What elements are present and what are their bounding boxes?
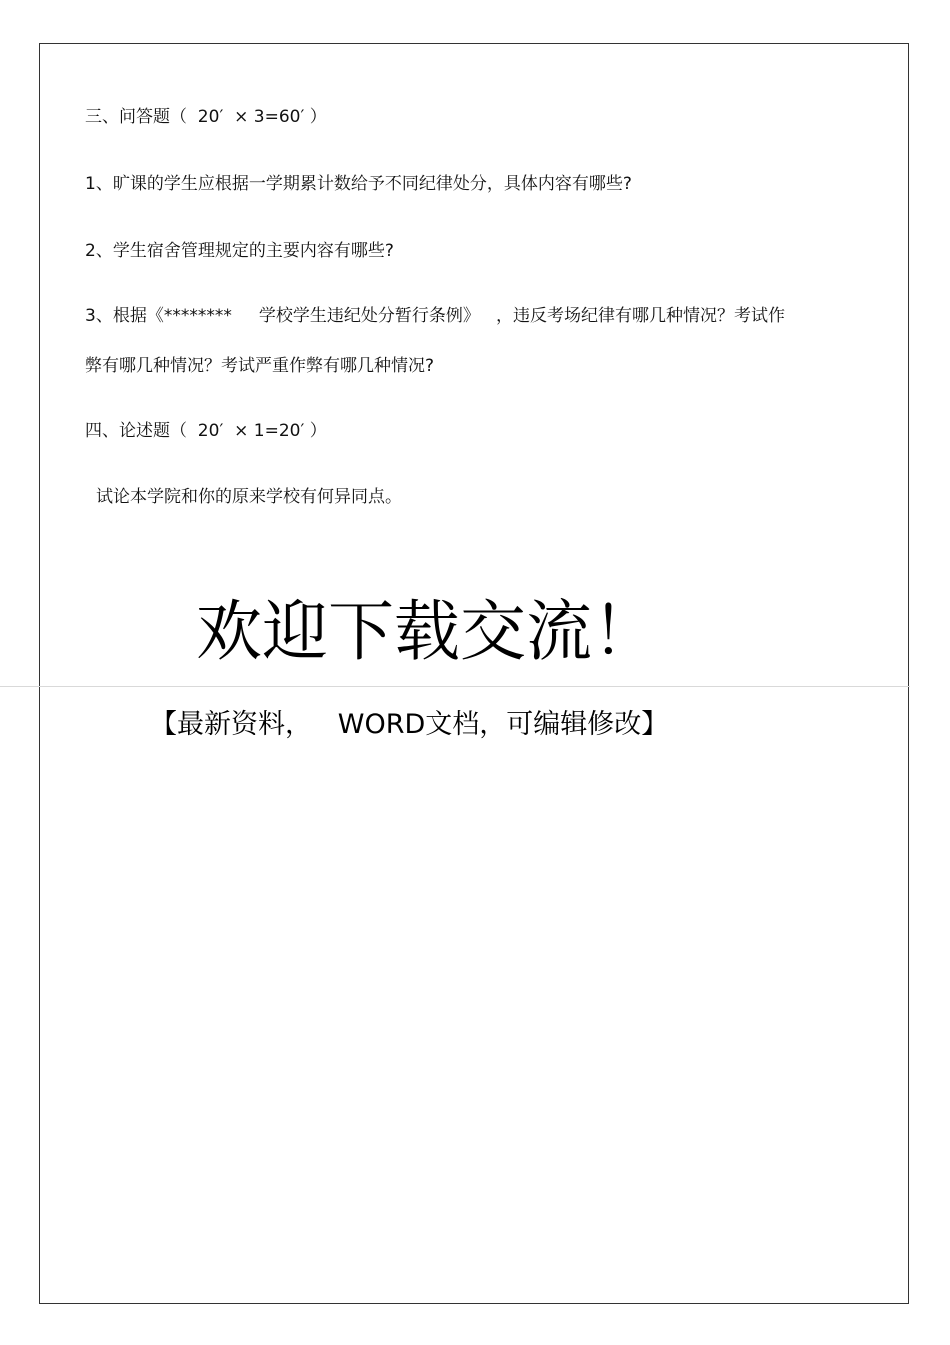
subtitle-note: 【最新资料， WORD文档，可编辑修改】: [150, 709, 669, 740]
question-1: 1、旷课的学生应根据一学期累计数给予不同纪律处分，具体内容有哪些?: [85, 174, 632, 194]
welcome-banner: 欢迎下载交流！: [196, 593, 658, 670]
question-2: 2、学生宿舍管理规定的主要内容有哪些?: [85, 241, 394, 261]
question-3-line-2: 弊有哪几种情况？考试严重作弊有哪几种情况?: [85, 356, 435, 376]
page-frame: [39, 43, 909, 1304]
question-3-line-1: 3、根据《******** 学校学生违纪处分暂行条例》 ，违反考场纪律有哪几种情况？考试作: [85, 306, 786, 326]
page-divider: [0, 686, 910, 687]
section-heading-essay: 四、论述题（ 20′ × 1=20′ ）: [85, 421, 327, 441]
section-heading-qa: 三、问答题（ 20′ × 3=60′ ）: [85, 107, 327, 127]
essay-question: 试论本学院和你的原来学校有何异同点。: [96, 487, 402, 507]
